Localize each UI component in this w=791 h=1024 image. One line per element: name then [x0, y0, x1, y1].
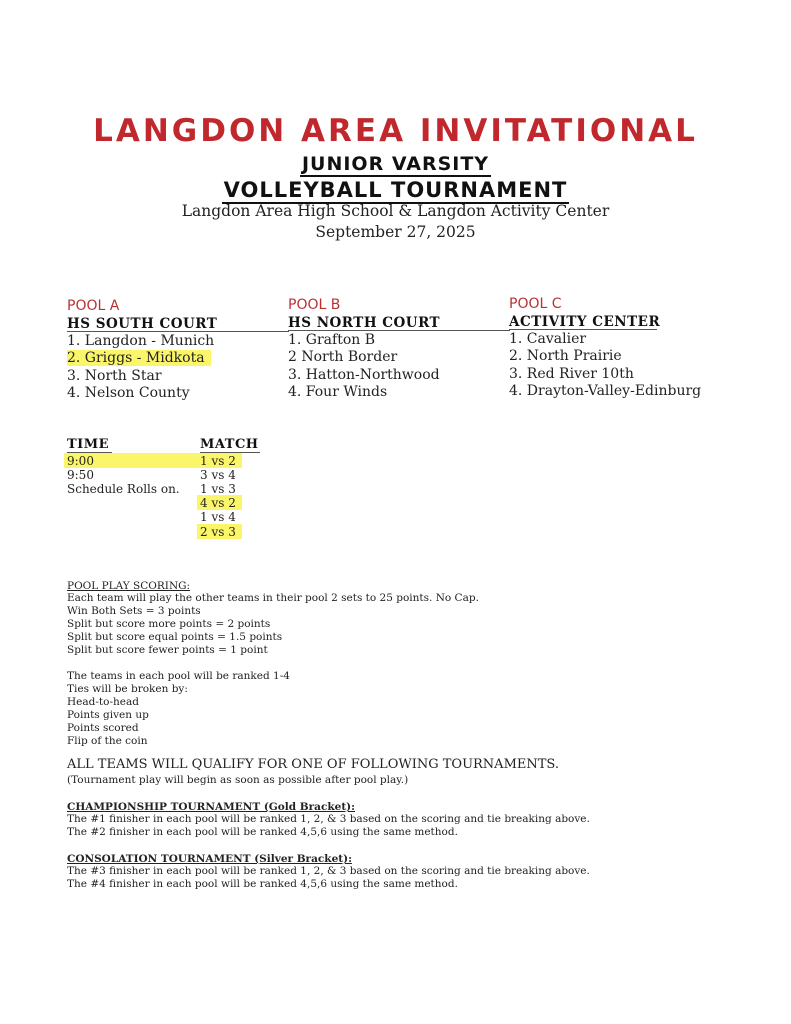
schedule-match-6: 2 vs 3 [200, 525, 236, 539]
scoring-line-4: Split but score equal points = 1.5 points [67, 631, 283, 643]
scoring-line-2: Win Both Sets = 3 points [67, 605, 201, 617]
scoring-line-3: Split but score more points = 2 points [67, 618, 271, 630]
consolation-heading: CONSOLATION TOURNAMENT (Silver Bracket): [67, 853, 352, 865]
pool-b-court: HS NORTH COURT [288, 315, 441, 331]
match-header: MATCH [200, 437, 259, 452]
pool-c-label: POOL C [509, 296, 562, 312]
ranking-line-2: Ties will be broken by: [67, 683, 188, 695]
pool-a-team-4: 4. Nelson County [67, 385, 190, 401]
pool-c-team-1: 1. Cavalier [509, 331, 587, 347]
schedule-match-3: 1 vs 3 [200, 482, 236, 496]
pool-a-team-2: 2. Griggs - Midkota [67, 350, 211, 366]
pool-b-team-3: 3. Hatton-Northwood [288, 367, 440, 383]
subtitle-volleyball-tournament: VOLLEYBALL TOURNAMENT [223, 178, 568, 202]
ranking-line-6: Flip of the coin [67, 735, 148, 747]
schedule-time-3: Schedule Rolls on. [67, 482, 180, 496]
pool-a-divider [67, 331, 289, 332]
championship-line-1: The #1 finisher in each pool will be ranked 1, 2, & 3 based on the scoring and tie breaking above. [67, 813, 590, 825]
ranking-line-5: Points scored [67, 722, 139, 734]
scoring-line-1: Each team will play the other teams in their pool 2 sets to 25 points. No Cap. [67, 592, 479, 604]
pool-a-court: HS SOUTH COURT [67, 316, 218, 332]
ranking-line-4: Points given up [67, 709, 149, 721]
scoring-heading: POOL PLAY SCORING: [67, 580, 191, 592]
schedule-match-2: 3 vs 4 [200, 468, 236, 482]
schedule-match-4: 4 vs 2 [200, 496, 236, 510]
schedule-match-1: 1 vs 2 [200, 454, 236, 468]
pool-c-team-3: 3. Red River 10th [509, 366, 634, 382]
pool-c-team-4: 4. Drayton-Valley-Edinburg [509, 383, 702, 399]
pool-c-court: ACTIVITY CENTER [509, 314, 661, 330]
venue-text: Langdon Area High School & Langdon Activity Center [181, 202, 610, 220]
pool-b-team-2: 2 North Border [288, 349, 398, 365]
pool-b-team-4: 4. Four Winds [288, 384, 388, 400]
ranking-line-1: The teams in each pool will be ranked 1-4 [67, 670, 290, 682]
pool-a-team-1: 1. Langdon - Munich [67, 333, 215, 349]
pool-b-label: POOL B [288, 297, 341, 313]
championship-line-2: The #2 finisher in each pool will be ranked 4,5,6 using the same method. [67, 826, 458, 838]
schedule-time-1: 9:00 [67, 454, 94, 468]
schedule-time-2: 9:50 [67, 468, 94, 482]
pool-a-team-3: 3. North Star [67, 368, 162, 384]
consolation-line-2: The #4 finisher in each pool will be ranked 4,5,6 using the same method. [67, 878, 458, 890]
ranking-line-3: Head-to-head [67, 696, 139, 708]
pool-b-divider [288, 330, 510, 331]
qualify-note: (Tournament play will begin as soon as possible after pool play.) [67, 774, 409, 786]
pool-a-label: POOL A [67, 298, 120, 314]
page-title: LANGDON AREA INVITATIONAL [93, 113, 698, 149]
pool-c-team-2: 2. North Prairie [509, 348, 622, 364]
consolation-line-1: The #3 finisher in each pool will be ranked 1, 2, & 3 based on the scoring and tie breaking above. [67, 865, 590, 877]
pool-c-divider [509, 329, 657, 330]
championship-heading: CHAMPIONSHIP TOURNAMENT (Gold Bracket): [67, 801, 356, 813]
time-header: TIME [67, 437, 110, 452]
scoring-line-5: Split but score fewer points = 1 point [67, 644, 268, 656]
pool-b-team-1: 1. Grafton B [288, 332, 376, 348]
qualify-heading: ALL TEAMS WILL QUALIFY FOR ONE OF FOLLOWING TOURNAMENTS. [67, 757, 559, 772]
schedule-match-5: 1 vs 4 [200, 510, 236, 524]
date-text: September 27, 2025 [315, 223, 476, 241]
subtitle-junior-varsity: JUNIOR VARSITY [301, 153, 490, 175]
